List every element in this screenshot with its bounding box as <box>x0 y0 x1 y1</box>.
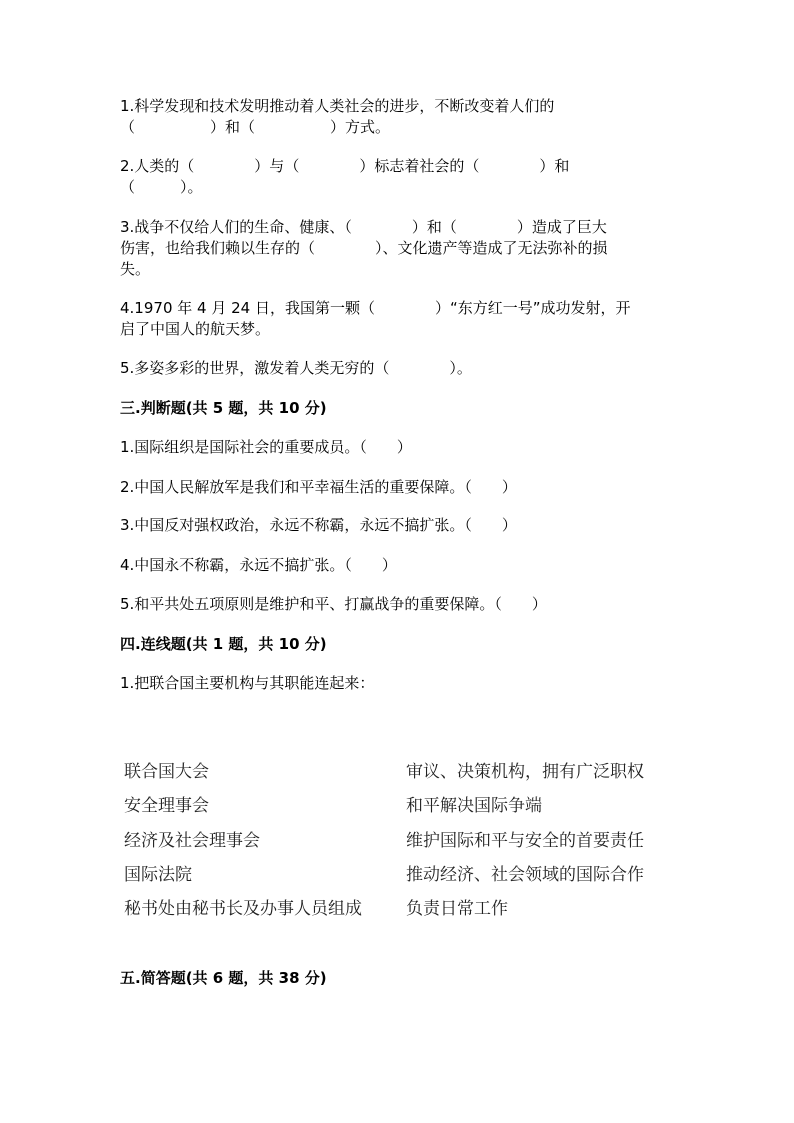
judge-question-5: 5.和平共处五项原则是维护和平、打赢战争的重要保障。（ ） <box>120 595 547 613</box>
fill-question-4-line-2: 启了中国人的航天梦。 <box>120 320 271 338</box>
match-right-item: 推动经济、社会领域的国际合作 <box>406 865 644 885</box>
fill-question-2-line-1: 2.人类的（ ）与（ ）标志着社会的（ ）和 <box>120 157 570 175</box>
fill-question-1-line-2: （ ）和（ ）方式。 <box>120 118 391 136</box>
section3-heading: 三.判断题(共 5 题，共 10 分) <box>120 399 327 417</box>
fill-question-4-line-1: 4.1970 年 4 月 24 日，我国第一颗（ ）“东方红一号”成功发射，开 <box>120 299 631 317</box>
judge-question-1: 1.国际组织是国际社会的重要成员。（ ） <box>120 438 412 456</box>
match-left-item: 国际法院 <box>124 865 192 885</box>
fill-question-3-line-1: 3.战争不仅给人们的生命、健康、（ ）和（ ）造成了巨大 <box>120 218 607 236</box>
fill-question-2-line-2: （ ）。 <box>120 178 203 196</box>
fill-question-3-line-2: 伤害，也给我们赖以生存的（ ）、文化遗产等造成了无法弥补的损 <box>120 239 608 257</box>
match-right-item: 审议、决策机构，拥有广泛职权 <box>406 762 644 782</box>
judge-question-2: 2.中国人民解放军是我们和平幸福生活的重要保障。（ ） <box>120 478 517 496</box>
fill-question-1-line-1: 1.科学发现和技术发明推动着人类社会的进步，不断改变着人们的 <box>120 97 555 115</box>
match-question: 1.把联合国主要机构与其职能连起来： <box>120 674 375 692</box>
match-left-item: 经济及社会理事会 <box>124 831 260 851</box>
match-left-item: 安全理事会 <box>124 796 209 816</box>
judge-question-4: 4.中国永不称霸，永远不搞扩张。（ ） <box>120 556 397 574</box>
match-right-item: 负责日常工作 <box>406 899 508 919</box>
match-right-item: 维护国际和平与安全的首要责任 <box>406 831 644 851</box>
match-right-item: 和平解决国际争端 <box>406 796 542 816</box>
judge-question-3: 3.中国反对强权政治，永远不称霸，永远不搞扩张。（ ） <box>120 516 517 534</box>
section5-heading: 五.简答题(共 6 题，共 38 分) <box>120 969 327 987</box>
fill-question-5: 5.多姿多彩的世界，激发着人类无穷的（ ）。 <box>120 359 472 377</box>
section4-heading: 四.连线题(共 1 题，共 10 分) <box>120 635 327 653</box>
match-left-item: 秘书处由秘书长及办事人员组成 <box>124 899 362 919</box>
fill-question-3-line-3: 失。 <box>120 260 151 278</box>
match-left-item: 联合国大会 <box>124 762 209 782</box>
